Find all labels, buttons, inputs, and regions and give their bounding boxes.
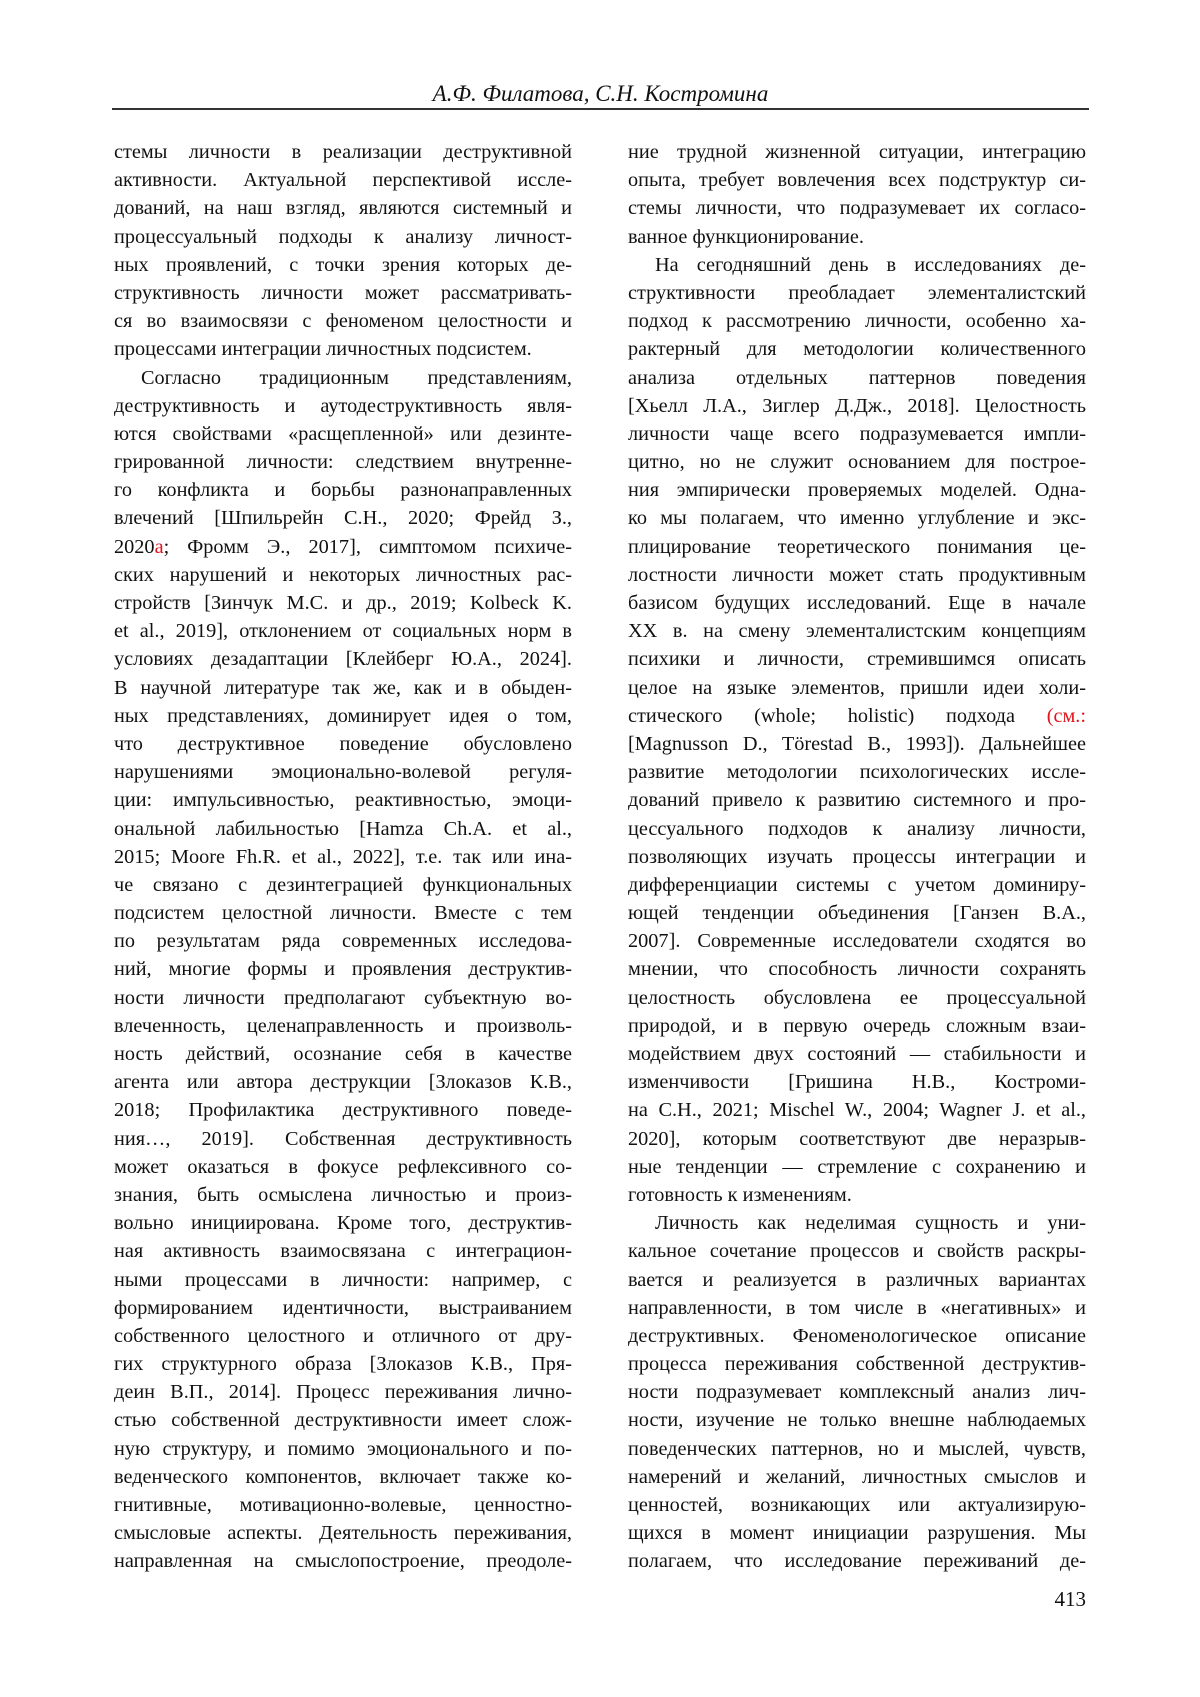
text-line: ности личности предполагают субъектную во- [114, 986, 572, 1009]
text-line: может оказаться в фокусе рефлексивного со- [114, 1155, 572, 1178]
text-line: процессами интеграции личностных подсистем. [114, 338, 532, 361]
text-line: ко мы полагаем, что именно углубление и экс- [628, 507, 1086, 530]
text-line: рактерный для методологии количественного [628, 338, 1086, 361]
text-line: деин В.П., 2014]. Процесс переживания лично- [114, 1381, 572, 1404]
text-line [628, 702, 1086, 730]
text-line: мнении, что способность личности сохранять [628, 958, 1086, 981]
paragraph [114, 364, 572, 1576]
text-line: ности подразумевает комплексный анализ лич- [628, 1381, 1086, 1404]
text-line: модействием двух состояний — стабильности и [628, 1043, 1086, 1065]
text-line: го конфликта и борьбы разнонаправленных [114, 479, 572, 502]
text-line: ную структуру, и помимо эмоционального и по- [114, 1437, 572, 1460]
text-line: вается и реализуется в различных вариантах [628, 1268, 1086, 1291]
text-line: поведенческих паттернов, но и мыслей, чувств, [628, 1437, 1086, 1460]
text-line: ные тенденции — стремление с сохранению и [628, 1155, 1086, 1178]
text-line: ся во взаимосвязи с феноменом целостности и [114, 310, 572, 333]
text-line: процессуальный подходы к анализу личност- [114, 225, 572, 248]
text-line: гнитивные, мотивационно-волевые, ценностно- [114, 1494, 572, 1516]
text-line: позволяющих изучать процессы интеграции и [628, 845, 1086, 868]
text-line: ний, многие формы и проявления деструктив- [114, 958, 572, 981]
text-line: подход к рассмотрению личности, особенно ха- [628, 310, 1086, 333]
text-line: на С.Н., 2021; Mischel W., 2004; Wagner J. et al., [628, 1099, 1086, 1122]
text-line: [Хьелл Л.А., Зиглер Д.Дж., 2018]. Целостность [628, 394, 1086, 417]
text-line: вольно инициирована. Кроме того, деструктив- [114, 1212, 572, 1235]
text-line: деструктивность и аутодеструктивность явля- [114, 394, 572, 417]
text-line: et al., 2019], отклонением от социальных норм в [114, 620, 572, 643]
text-line: стью собственной деструктивности имеет слож- [114, 1409, 572, 1432]
text-line: че связано с дезинтеграцией функциональных [114, 873, 572, 896]
text-line: опыта, требует вовлечения всех подструктур си- [628, 169, 1086, 192]
text-line: дований, на наш взгляд, являются системный и [114, 197, 572, 220]
text-line: полагаем, что исследование переживаний де- [628, 1550, 1086, 1573]
text-line: В научной литературе так же, как и в обыден- [114, 676, 572, 699]
text-line: что деструктивное поведение обусловлено [114, 732, 572, 755]
text-line: ния…, 2019]. Собственная деструктивность [114, 1127, 572, 1150]
text-line: развитие методологии психологических иссле- [628, 761, 1086, 784]
reference-link[interactable]: (см.: [1046, 704, 1086, 727]
text-segment: 2020 [114, 535, 155, 558]
text-line: ности, изучение не только внешне наблюдаемых [628, 1409, 1086, 1432]
text-line: [Magnusson D., Törestad B., 1993]). Дальнейшее [628, 732, 1086, 755]
text-line: личности чаще всего подразумевается импли- [628, 422, 1086, 445]
text-line: влеченность, целенаправленность и произволь- [114, 1014, 572, 1037]
text-line: направленная на смыслопостроение, преодоле- [114, 1550, 572, 1573]
text-line: 2018; Профилактика деструктивного поведе- [114, 1099, 572, 1122]
text-line: агента или автора деструкции [Злоказов К.В., [114, 1071, 572, 1094]
text-line: собственного целостного и отличного от дру- [114, 1324, 572, 1347]
text-line: цессуального подходов к анализу личности, [628, 817, 1086, 840]
text-line: процесса переживания собственной деструктив- [628, 1353, 1086, 1376]
text-line: анализа отдельных паттернов поведения [628, 366, 1086, 389]
text-line: цитно, но не служит основанием для построе- [628, 451, 1086, 474]
text-line: знания, быть осмыслена личностью и произ- [114, 1183, 572, 1206]
text-line: 2015; Moore Fh.R. et al., 2022], т.е. так или ина- [114, 845, 572, 868]
text-line: дований привело к развитию системного и про- [628, 789, 1086, 812]
text-line: дифференциации системы с учетом доминиру- [628, 873, 1086, 896]
text-line: нарушениями эмоционально-волевой регуля- [114, 761, 572, 784]
left-column [114, 138, 572, 1576]
text-line: Согласно традиционным представлениям, [141, 366, 572, 389]
text-line: ются свойствами «расщепленной» или дезинте- [114, 422, 572, 445]
text-line: 2007]. Современные исследователи сходятся во [628, 930, 1086, 953]
text-line: направленности, в том числе в «негативных» и [628, 1296, 1086, 1319]
text-line: ценностей, возникающих или актуализирую- [628, 1494, 1086, 1516]
text-line: изменчивости [Гришина Н.В., Костроми- [628, 1071, 1086, 1094]
text-line: 2020], которым соответствуют две неразрыв- [628, 1127, 1086, 1150]
text-line: намерений и желаний, личностных смыслов и [628, 1465, 1086, 1488]
text-line: влечений [Шпильрейн С.Н., 2020; Фрейд З., [114, 507, 572, 530]
text-line: подсистем целостной личности. Вместе с тем [114, 902, 572, 925]
text-line: лостности личности может стать продуктивным [628, 563, 1086, 586]
text-line: ния эмпирически проверяемых моделей. Одна- [628, 479, 1086, 502]
text-line: природой, и в первую очередь сложным взаи- [628, 1014, 1086, 1037]
text-line: готовность к изменениям. [628, 1183, 852, 1206]
text-line: ных проявлений, с точки зрения которых де- [114, 253, 572, 276]
text-line: стемы личности в реализации деструктивной [114, 141, 572, 163]
text-line: целое на языке элементов, пришли идеи холи- [628, 676, 1086, 699]
paragraph [114, 138, 572, 364]
text-line: плицирование теоретического понимания це- [628, 535, 1086, 558]
text-line: целостность обусловлена ее процессуальной [628, 986, 1086, 1009]
text-line: стемы личности, что подразумевает их согласо- [628, 197, 1086, 220]
text-line [114, 533, 572, 561]
text-line: деструктивных. Феноменологическое описание [628, 1324, 1086, 1347]
text-line: ющей тенденции объединения [Ганзен В.А., [628, 902, 1086, 925]
text-line: ными процессами в личности: например, с [114, 1268, 572, 1291]
text-line: ских нарушений и некоторых личностных рас- [114, 563, 572, 586]
text-line: ная активность взаимосвязана с интеграцион- [114, 1240, 572, 1263]
text-line: структивности преобладает элементалистский [628, 281, 1086, 304]
text-line: структивность личности может рассматривать- [114, 281, 572, 304]
header-rule [112, 108, 1089, 110]
paragraph [628, 1209, 1086, 1575]
reference-link[interactable]: а [154, 535, 164, 558]
text-line: Личность как неделимая сущность и уни- [655, 1212, 1086, 1235]
text-line: базисом будущих исследований. Еще в начале [628, 592, 1086, 614]
text-segment: ; Фромм Э., 2017], симптомом психиче- [163, 535, 572, 558]
text-line: На сегодняшний день в исследованиях де- [655, 253, 1086, 276]
text-line: ных представлениях, доминирует идея о том, [114, 704, 572, 727]
text-line: кальное сочетание процессов и свойств раскры- [628, 1240, 1086, 1263]
text-line: активности. Актуальной перспективой иссле- [114, 169, 572, 192]
page-number: 413 [1054, 1587, 1086, 1611]
paragraph [628, 138, 1086, 251]
text-line: гих структурного образа [Злоказов К.В., Пря- [114, 1353, 572, 1376]
text-segment: стического (whole; holistic) подхода [628, 704, 1047, 727]
text-line: XX в. на смену элементалистским концепциям [628, 620, 1086, 643]
text-line: ность действий, осознание себя в качестве [114, 1043, 572, 1065]
text-line: ние трудной жизненной ситуации, интеграцию [628, 141, 1086, 163]
text-line: условиях дезадаптации [Клейберг Ю.А., 2024]. [114, 648, 572, 671]
text-line: по результатам ряда современных исследова- [114, 930, 572, 953]
text-line: смысловые аспекты. Деятельность переживания, [114, 1522, 572, 1545]
text-line: стройств [Зинчук М.С. и др., 2019; Kolbeck K. [114, 592, 572, 614]
text-line: грированной личности: следствием внутренне- [114, 451, 572, 474]
text-line: веденческого компонентов, включает также ко- [114, 1465, 572, 1488]
text-line: ональной лабильностью [Hamza Ch.A. et al., [114, 817, 572, 840]
text-line: ванное функционирование. [628, 225, 864, 248]
text-line: ции: импульсивностью, реактивностью, эмоци- [114, 789, 572, 812]
running-header: А.Ф. Филатова, С.Н. Костромина [432, 81, 769, 106]
text-line: психики и личности, стремившимся описать [628, 648, 1086, 671]
paragraph [628, 251, 1086, 1209]
right-column [628, 138, 1086, 1576]
text-line: формированием идентичности, выстраиванием [114, 1296, 572, 1319]
text-line: щихся в момент инициации разрушения. Мы [628, 1522, 1086, 1545]
